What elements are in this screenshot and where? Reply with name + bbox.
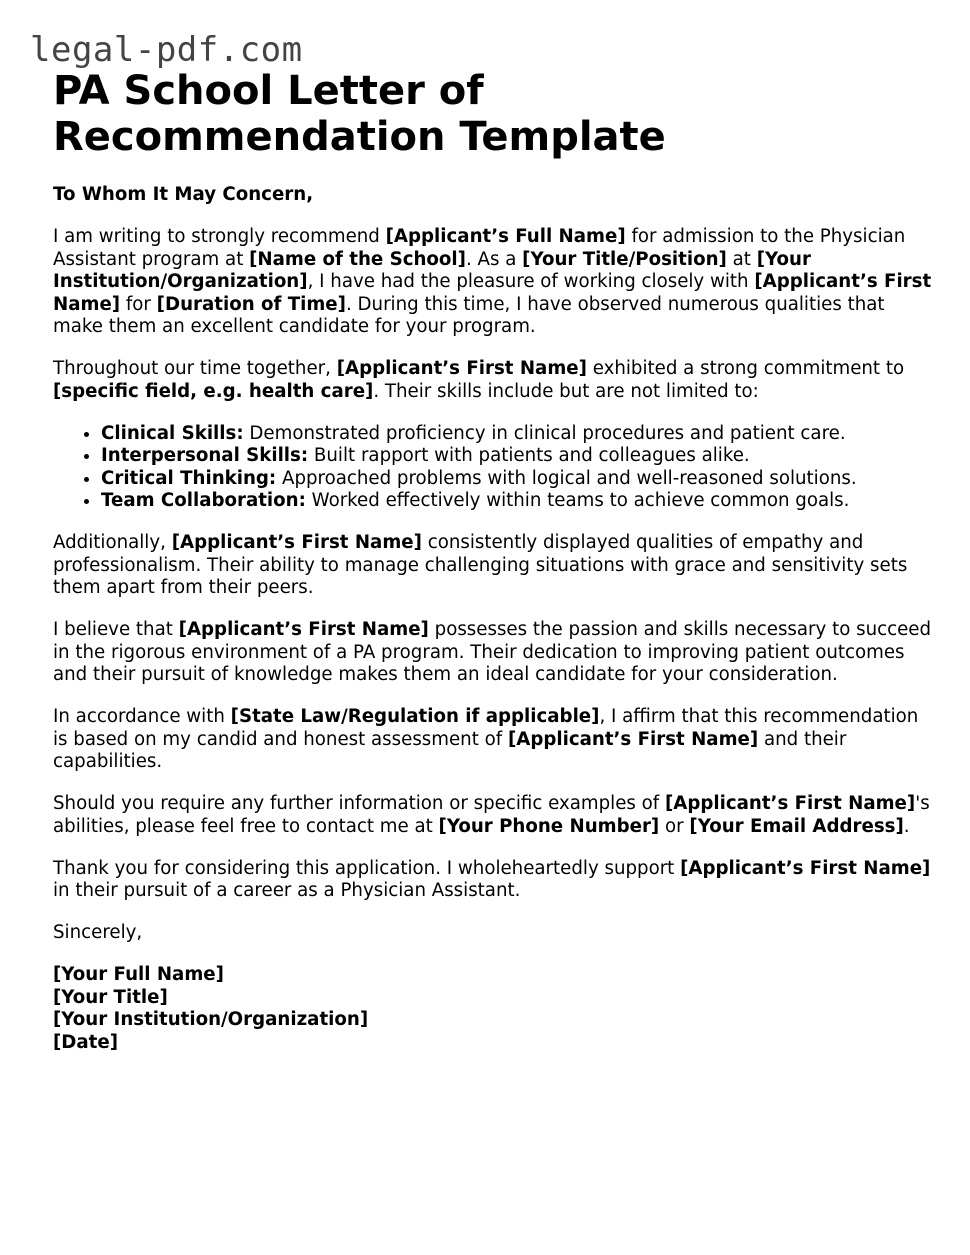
field-placeholder: [specific field, e.g. health care] [53, 380, 374, 402]
signature-institution: [Your Institution/Organization] [53, 1009, 369, 1030]
applicant-first-name-placeholder: [Applicant’s First Name] [664, 793, 916, 814]
applicant-first-name-placeholder: [Applicant’s First Name] [680, 857, 931, 879]
signature-block [53, 964, 933, 1054]
salutation: To Whom It May Concern, [53, 184, 314, 205]
applicant-first-name-placeholder: [Applicant’s First Name] [53, 271, 932, 315]
belief-paragraph: I believe that [Applicant’s First Name] possesses the passion and skills necessary to succeed in the rigorous environment of a PA program. Their dedication to improving patient outcomes and their pursuit of knowledge makes them an ideal candidate for your consideration. [53, 619, 932, 685]
signature-title: [Your Title] [53, 986, 168, 1008]
commitment-paragraph: Throughout our time together, [Applicant’s First Name] exhibited a strong commitment to [specific field, e.g. health care]. Their skills include but are not limited to: [53, 358, 905, 402]
qualities-paragraph: Additionally, [Applicant’s First Name] consistently displayed qualities of empathy and professionalism. Their ability to manage challenging situations with grace and sensitivity sets them apart from their peers. [53, 532, 908, 598]
signature-name: [Your Full Name] [53, 964, 224, 985]
applicant-first-name-placeholder: [Applicant’s First Name] [336, 358, 587, 379]
list-item: • Interpersonal Skills: Built rapport with patients and colleagues alike. [101, 445, 933, 468]
list-item: • Critical Thinking: Approached problems with logical and well-reasoned solutions. [101, 468, 933, 491]
applicant-first-name-placeholder: [Applicant’s First Name] [171, 532, 422, 553]
closing: Sincerely, [53, 922, 143, 943]
school-name-placeholder: [Name of the School] [249, 248, 466, 270]
phone-placeholder: [Your Phone Number] [438, 815, 660, 837]
watermark: legal-pdf.com [30, 30, 303, 70]
state-law-placeholder: [State Law/Regulation if applicable] [230, 706, 600, 727]
letter-document [53, 68, 933, 1074]
page-title: PA School Letter of Recommendation Template [53, 68, 666, 160]
email-placeholder: [Your Email Address] [689, 815, 904, 837]
thanks-paragraph: Thank you for considering this application. I wholeheartedly support [Applicant’s First Name] in their pursuit of a career as a Physician Assistant. [53, 857, 931, 901]
skills-list [53, 423, 933, 513]
applicant-first-name-placeholder: [Applicant’s First Name] [507, 728, 759, 750]
affirmation-paragraph: In accordance with [State Law/Regulation if applicable], I affirm that this recommendation is based on my candid and honest assessment of [Applicant’s First Name] and their capabilities. [53, 706, 919, 772]
applicant-first-name-placeholder: [Applicant’s First Name] [178, 619, 429, 640]
signature-date: [Date] [53, 1031, 119, 1053]
institution-placeholder: [Your Institution/Organization] [53, 248, 811, 292]
contact-paragraph: Should you require any further information or specific examples of [Applicant’s First Name]'s abilities, please feel free to contact me at [Your Phone Number] or [Your Email Address]. [53, 793, 930, 837]
list-item: • Team Collaboration: Worked effectively within teams to achieve common goals. [101, 490, 933, 513]
list-item: • Clinical Skills: Demonstrated proficiency in clinical procedures and patient care. [101, 423, 933, 446]
intro-paragraph: I am writing to strongly recommend [Applicant’s Full Name] for admission to the Physician Assistant program at [Name of the School]. As a [Your Title/Position] at [Your Institution/Organization], I have had the pleasure of working closely with [Applicant’s First Name] for [Duration of Time]. During this time, I have observed numerous qualities that make them an excellent candidate for your program. [53, 226, 932, 337]
applicant-full-name-placeholder: [Applicant’s Full Name] [385, 226, 626, 247]
title-position-placeholder: [Your Title/Position] [522, 248, 727, 270]
duration-placeholder: [Duration of Time] [156, 293, 346, 315]
